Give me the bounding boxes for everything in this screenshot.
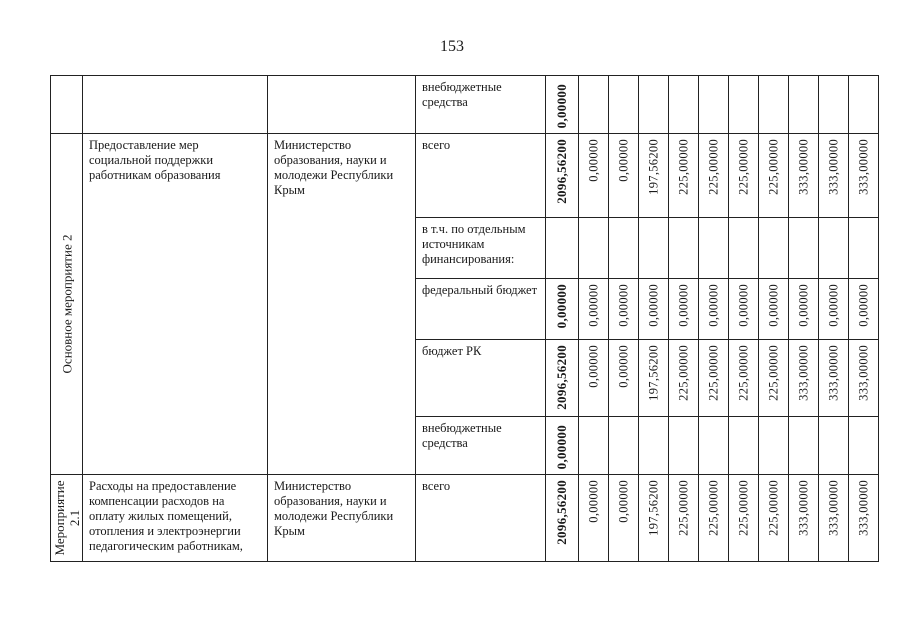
table-row [51, 76, 879, 134]
year-value: 225,00000 [676, 345, 690, 401]
financing-table [50, 75, 879, 562]
year-value: 225,00000 [706, 480, 720, 536]
year-value: 225,00000 [706, 345, 720, 401]
block-label-cell [51, 134, 83, 475]
year-value: 0,00000 [646, 284, 660, 327]
name-cell [83, 134, 268, 475]
year-value: 0,00000 [616, 345, 630, 388]
year-value: 333,00000 [826, 139, 840, 195]
year-value: 0,00000 [586, 139, 600, 182]
year-value: 333,00000 [856, 480, 870, 536]
name-cell [83, 76, 268, 134]
year-value: 0,00000 [676, 284, 690, 327]
year-value: 0,00000 [616, 284, 630, 327]
year-value: 225,00000 [766, 345, 780, 401]
table-row [51, 475, 879, 562]
year-value: 0,00000 [586, 345, 600, 388]
block-label-cell [51, 475, 83, 562]
year-value: 225,00000 [736, 480, 750, 536]
year-value: 333,00000 [796, 345, 810, 401]
year-value: 197,56200 [646, 480, 660, 536]
year-value: 0,00000 [616, 139, 630, 182]
label-cell [51, 76, 83, 134]
year-value: 0,00000 [616, 480, 630, 523]
total-value: 0,00000 [554, 424, 569, 469]
total-value: 2096,56200 [554, 139, 569, 204]
measure-name: Предоставление мер социальной поддержки работникам образования [89, 138, 221, 182]
year-value: 0,00000 [586, 480, 600, 523]
name-cell [83, 475, 268, 562]
year-value: 225,00000 [676, 480, 690, 536]
source-label: всего [422, 479, 451, 493]
year-value: 333,00000 [856, 345, 870, 401]
year-value: 225,00000 [736, 345, 750, 401]
year-value: 0,00000 [586, 284, 600, 327]
total-value: 0,00000 [554, 284, 569, 329]
year-value: 225,00000 [766, 480, 780, 536]
measure-name: Расходы на предоставление компенсации расходов на оплату жилых помещений, отопления и электроэнергии педагогическим работникам, [89, 479, 243, 553]
block-label: Мероприятие 2.1 [51, 480, 82, 556]
year-value: 0,00000 [706, 284, 720, 327]
year-value: 333,00000 [796, 139, 810, 195]
year-value: 225,00000 [706, 139, 720, 195]
table-row [51, 134, 879, 218]
executor-cell [268, 475, 416, 562]
year-value: 333,00000 [826, 480, 840, 536]
block-label: Основное мероприятие 2 [59, 234, 74, 374]
total-value: 2096,56200 [554, 480, 569, 545]
source-label: бюджет РК [422, 344, 482, 358]
year-value: 333,00000 [856, 139, 870, 195]
page-number: 153 [440, 38, 464, 55]
year-value: 225,00000 [766, 139, 780, 195]
executor-cell [268, 134, 416, 475]
year-value: 0,00000 [856, 284, 870, 327]
source-label: федеральный бюджет [422, 283, 538, 297]
year-value: 333,00000 [826, 345, 840, 401]
year-value: 197,56200 [646, 139, 660, 195]
executor-name: Министерство образования, науки и молодежи Республики Крым [274, 479, 394, 538]
source-cell [416, 76, 546, 134]
source-label: внебюджетные средства [422, 421, 502, 450]
year-value: 225,00000 [736, 139, 750, 195]
executor-cell [268, 76, 416, 134]
year-value: 225,00000 [676, 139, 690, 195]
total-cell [546, 76, 579, 134]
year-value: 0,00000 [826, 284, 840, 327]
year-value: 0,00000 [796, 284, 810, 327]
total-value: 2096,56200 [554, 345, 569, 410]
source-label: внебюджетные средства [422, 80, 502, 109]
year-value: 0,00000 [736, 284, 750, 327]
total-value: 0,00000 [554, 83, 569, 128]
year-value: 0,00000 [766, 284, 780, 327]
source-label: всего [422, 138, 451, 152]
year-value: 197,56200 [646, 345, 660, 401]
source-label: в т.ч. по отдельным источникам финансирования: [422, 222, 526, 266]
year-value: 333,00000 [796, 480, 810, 536]
executor-name: Министерство образования, науки и молодежи Республики Крым [274, 138, 394, 197]
